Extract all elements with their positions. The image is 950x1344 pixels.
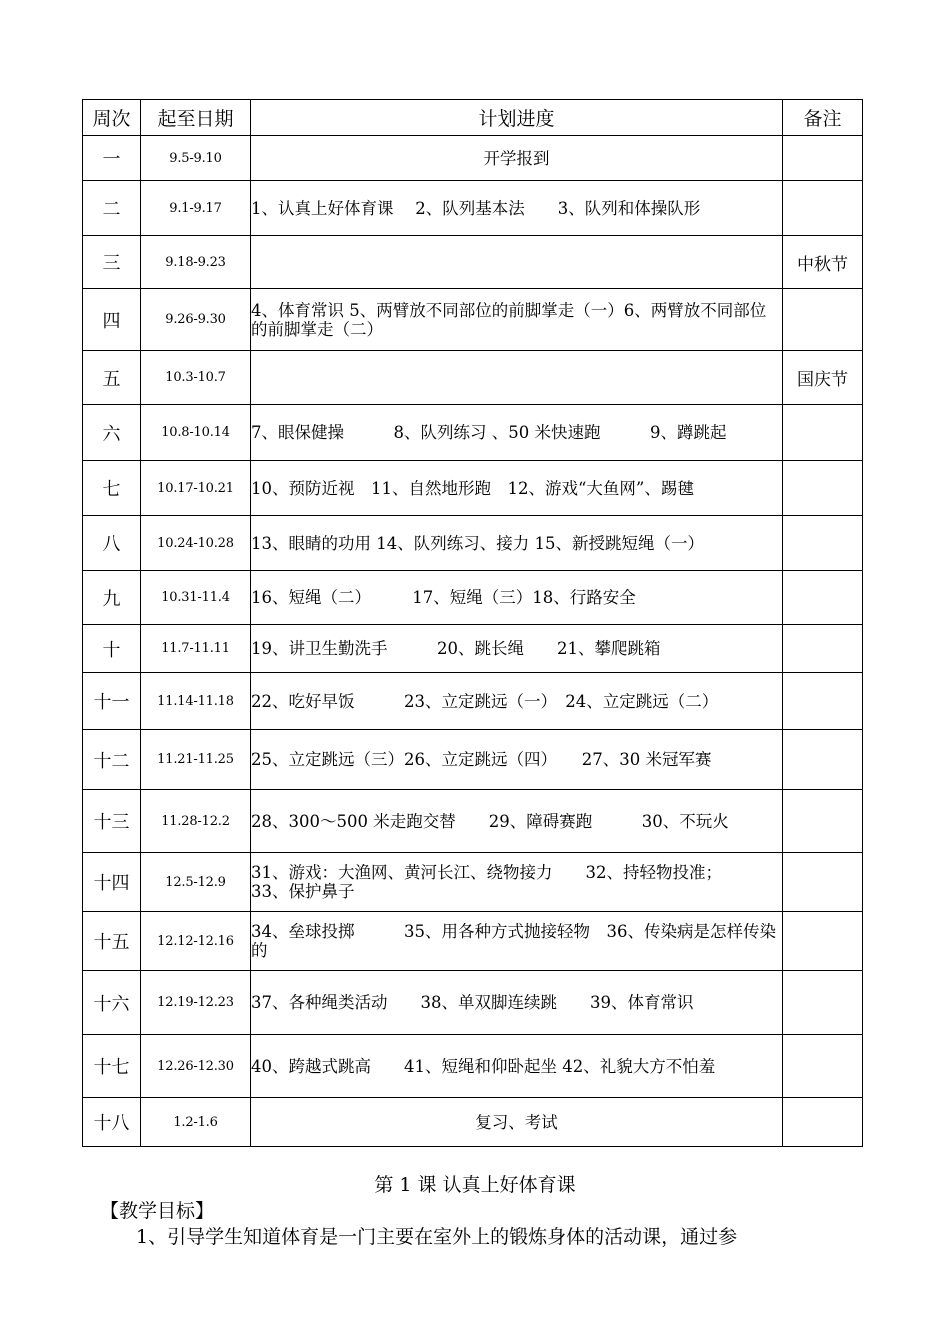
date-cell: 9.18-9.23: [141, 236, 251, 289]
week-cell: 二: [83, 181, 141, 236]
table-row: [83, 673, 863, 730]
paragraph: 1、引导学生知道体育是一门主要在室外上的锻炼身体的活动课，通过参: [136, 1226, 738, 1248]
note-cell: [783, 289, 863, 351]
week-cell: 五: [83, 351, 141, 405]
plan-cell: 22、吃好早饭 23、立定跳远（一） 24、立定跳远（二）: [251, 673, 783, 730]
plan-cell: 13、眼睛的功用 14、队列练习、接力 15、新授跳短绳（一）: [251, 516, 783, 571]
date-cell: 9.26-9.30: [141, 289, 251, 351]
plan-cell: 1、认真上好体育课 2、队列基本法 3、队列和体操队形: [251, 181, 783, 236]
note-cell: [783, 461, 863, 516]
table-row: [83, 730, 863, 790]
date-cell: 12.19-12.23: [141, 971, 251, 1035]
table-row: [83, 516, 863, 571]
plan-cell: 19、讲卫生勤洗手 20、跳长绳 21、攀爬跳箱: [251, 625, 783, 673]
week-cell: 三: [83, 236, 141, 289]
date-cell: 12.5-12.9: [141, 853, 251, 912]
date-cell: 10.8-10.14: [141, 405, 251, 461]
week-cell: 十: [83, 625, 141, 673]
table-row: [83, 625, 863, 673]
date-cell: 10.24-10.28: [141, 516, 251, 571]
date-cell: 10.3-10.7: [141, 351, 251, 405]
date-cell: 9.5-9.10: [141, 136, 251, 181]
date-cell: 9.1-9.17: [141, 181, 251, 236]
header-note: 备注: [783, 100, 863, 136]
note-cell: [783, 571, 863, 625]
date-cell: 12.26-12.30: [141, 1035, 251, 1098]
table-row: [83, 236, 863, 289]
plan-cell: [251, 351, 783, 405]
week-cell: 九: [83, 571, 141, 625]
week-cell: 十一: [83, 673, 141, 730]
note-cell: [783, 625, 863, 673]
date-cell: 11.14-11.18: [141, 673, 251, 730]
week-cell: 六: [83, 405, 141, 461]
table-row: [83, 853, 863, 912]
plan-cell: 10、预防近视 11、自然地形跑 12、游戏“大鱼网”、踢毽: [251, 461, 783, 516]
table-row: [83, 136, 863, 181]
table-row: [83, 1098, 863, 1147]
table-row: [83, 971, 863, 1035]
plan-cell: 7、眼保健操 8、队列练习 、50 米快速跑 9、蹲跳起: [251, 405, 783, 461]
date-cell: 12.12-12.16: [141, 912, 251, 971]
plan-cell: 开学报到: [251, 136, 783, 181]
date-cell: 10.31-11.4: [141, 571, 251, 625]
plan-cell: 40、跨越式跳高 41、短绳和仰卧起坐 42、礼貌大方不怕羞: [251, 1035, 783, 1098]
note-cell: [783, 1098, 863, 1147]
date-cell: 1.2-1.6: [141, 1098, 251, 1147]
table-row: [83, 351, 863, 405]
note-cell: [783, 181, 863, 236]
note-cell: 中秋节: [783, 236, 863, 289]
week-cell: 十八: [83, 1098, 141, 1147]
plan-cell: 25、立定跳远（三）26、立定跳远（四） 27、30 米冠军赛: [251, 730, 783, 790]
plan-cell: 34、垒球投掷 35、用各种方式抛接轻物 36、传染病是怎样传染的: [251, 912, 783, 971]
note-cell: 国庆节: [783, 351, 863, 405]
note-cell: [783, 853, 863, 912]
note-cell: [783, 971, 863, 1035]
week-cell: 十五: [83, 912, 141, 971]
week-cell: 七: [83, 461, 141, 516]
week-cell: 四: [83, 289, 141, 351]
date-cell: 10.17-10.21: [141, 461, 251, 516]
table-row: [83, 1035, 863, 1098]
plan-cell: 4、体育常识 5、两臂放不同部位的前脚掌走（一）6、两臂放不同部位的前脚掌走（二）: [251, 289, 783, 351]
note-cell: [783, 790, 863, 853]
week-cell: 十四: [83, 853, 141, 912]
date-cell: 11.21-11.25: [141, 730, 251, 790]
section-heading: 【教学目标】: [100, 1200, 215, 1222]
table-row: [83, 289, 863, 351]
week-cell: 十二: [83, 730, 141, 790]
note-cell: [783, 730, 863, 790]
note-cell: [783, 405, 863, 461]
table-row: [83, 912, 863, 971]
schedule-table: [82, 99, 863, 1147]
week-cell: 十七: [83, 1035, 141, 1098]
header-week: 周次: [83, 100, 141, 136]
header-dates: 起至日期: [141, 100, 251, 136]
note-cell: [783, 516, 863, 571]
week-cell: 一: [83, 136, 141, 181]
note-cell: [783, 1035, 863, 1098]
plan-cell: 28、300～500 米走跑交替 29、障碍赛跑 30、不玩火: [251, 790, 783, 853]
table-row: [83, 790, 863, 853]
plan-cell: 16、短绳（二） 17、短绳（三）18、行路安全: [251, 571, 783, 625]
note-cell: [783, 673, 863, 730]
date-cell: 11.7-11.11: [141, 625, 251, 673]
week-cell: 八: [83, 516, 141, 571]
table-row: [83, 571, 863, 625]
header-row: [83, 100, 863, 136]
plan-cell: [251, 236, 783, 289]
table-row: [83, 461, 863, 516]
note-cell: [783, 136, 863, 181]
lesson-title: 第 1 课 认真上好体育课: [374, 1174, 576, 1196]
week-cell: 十三: [83, 790, 141, 853]
header-plan: 计划进度: [251, 100, 783, 136]
week-cell: 十六: [83, 971, 141, 1035]
note-cell: [783, 912, 863, 971]
table-row: [83, 405, 863, 461]
plan-cell: 31、游戏：大渔网、黄河长江、绕物接力 32、持轻物投准； 33、保护鼻子: [251, 853, 783, 912]
plan-cell: 37、各种绳类活动 38、单双脚连续跳 39、体育常识: [251, 971, 783, 1035]
plan-cell: 复习、考试: [251, 1098, 783, 1147]
table-row: [83, 181, 863, 236]
date-cell: 11.28-12.2: [141, 790, 251, 853]
